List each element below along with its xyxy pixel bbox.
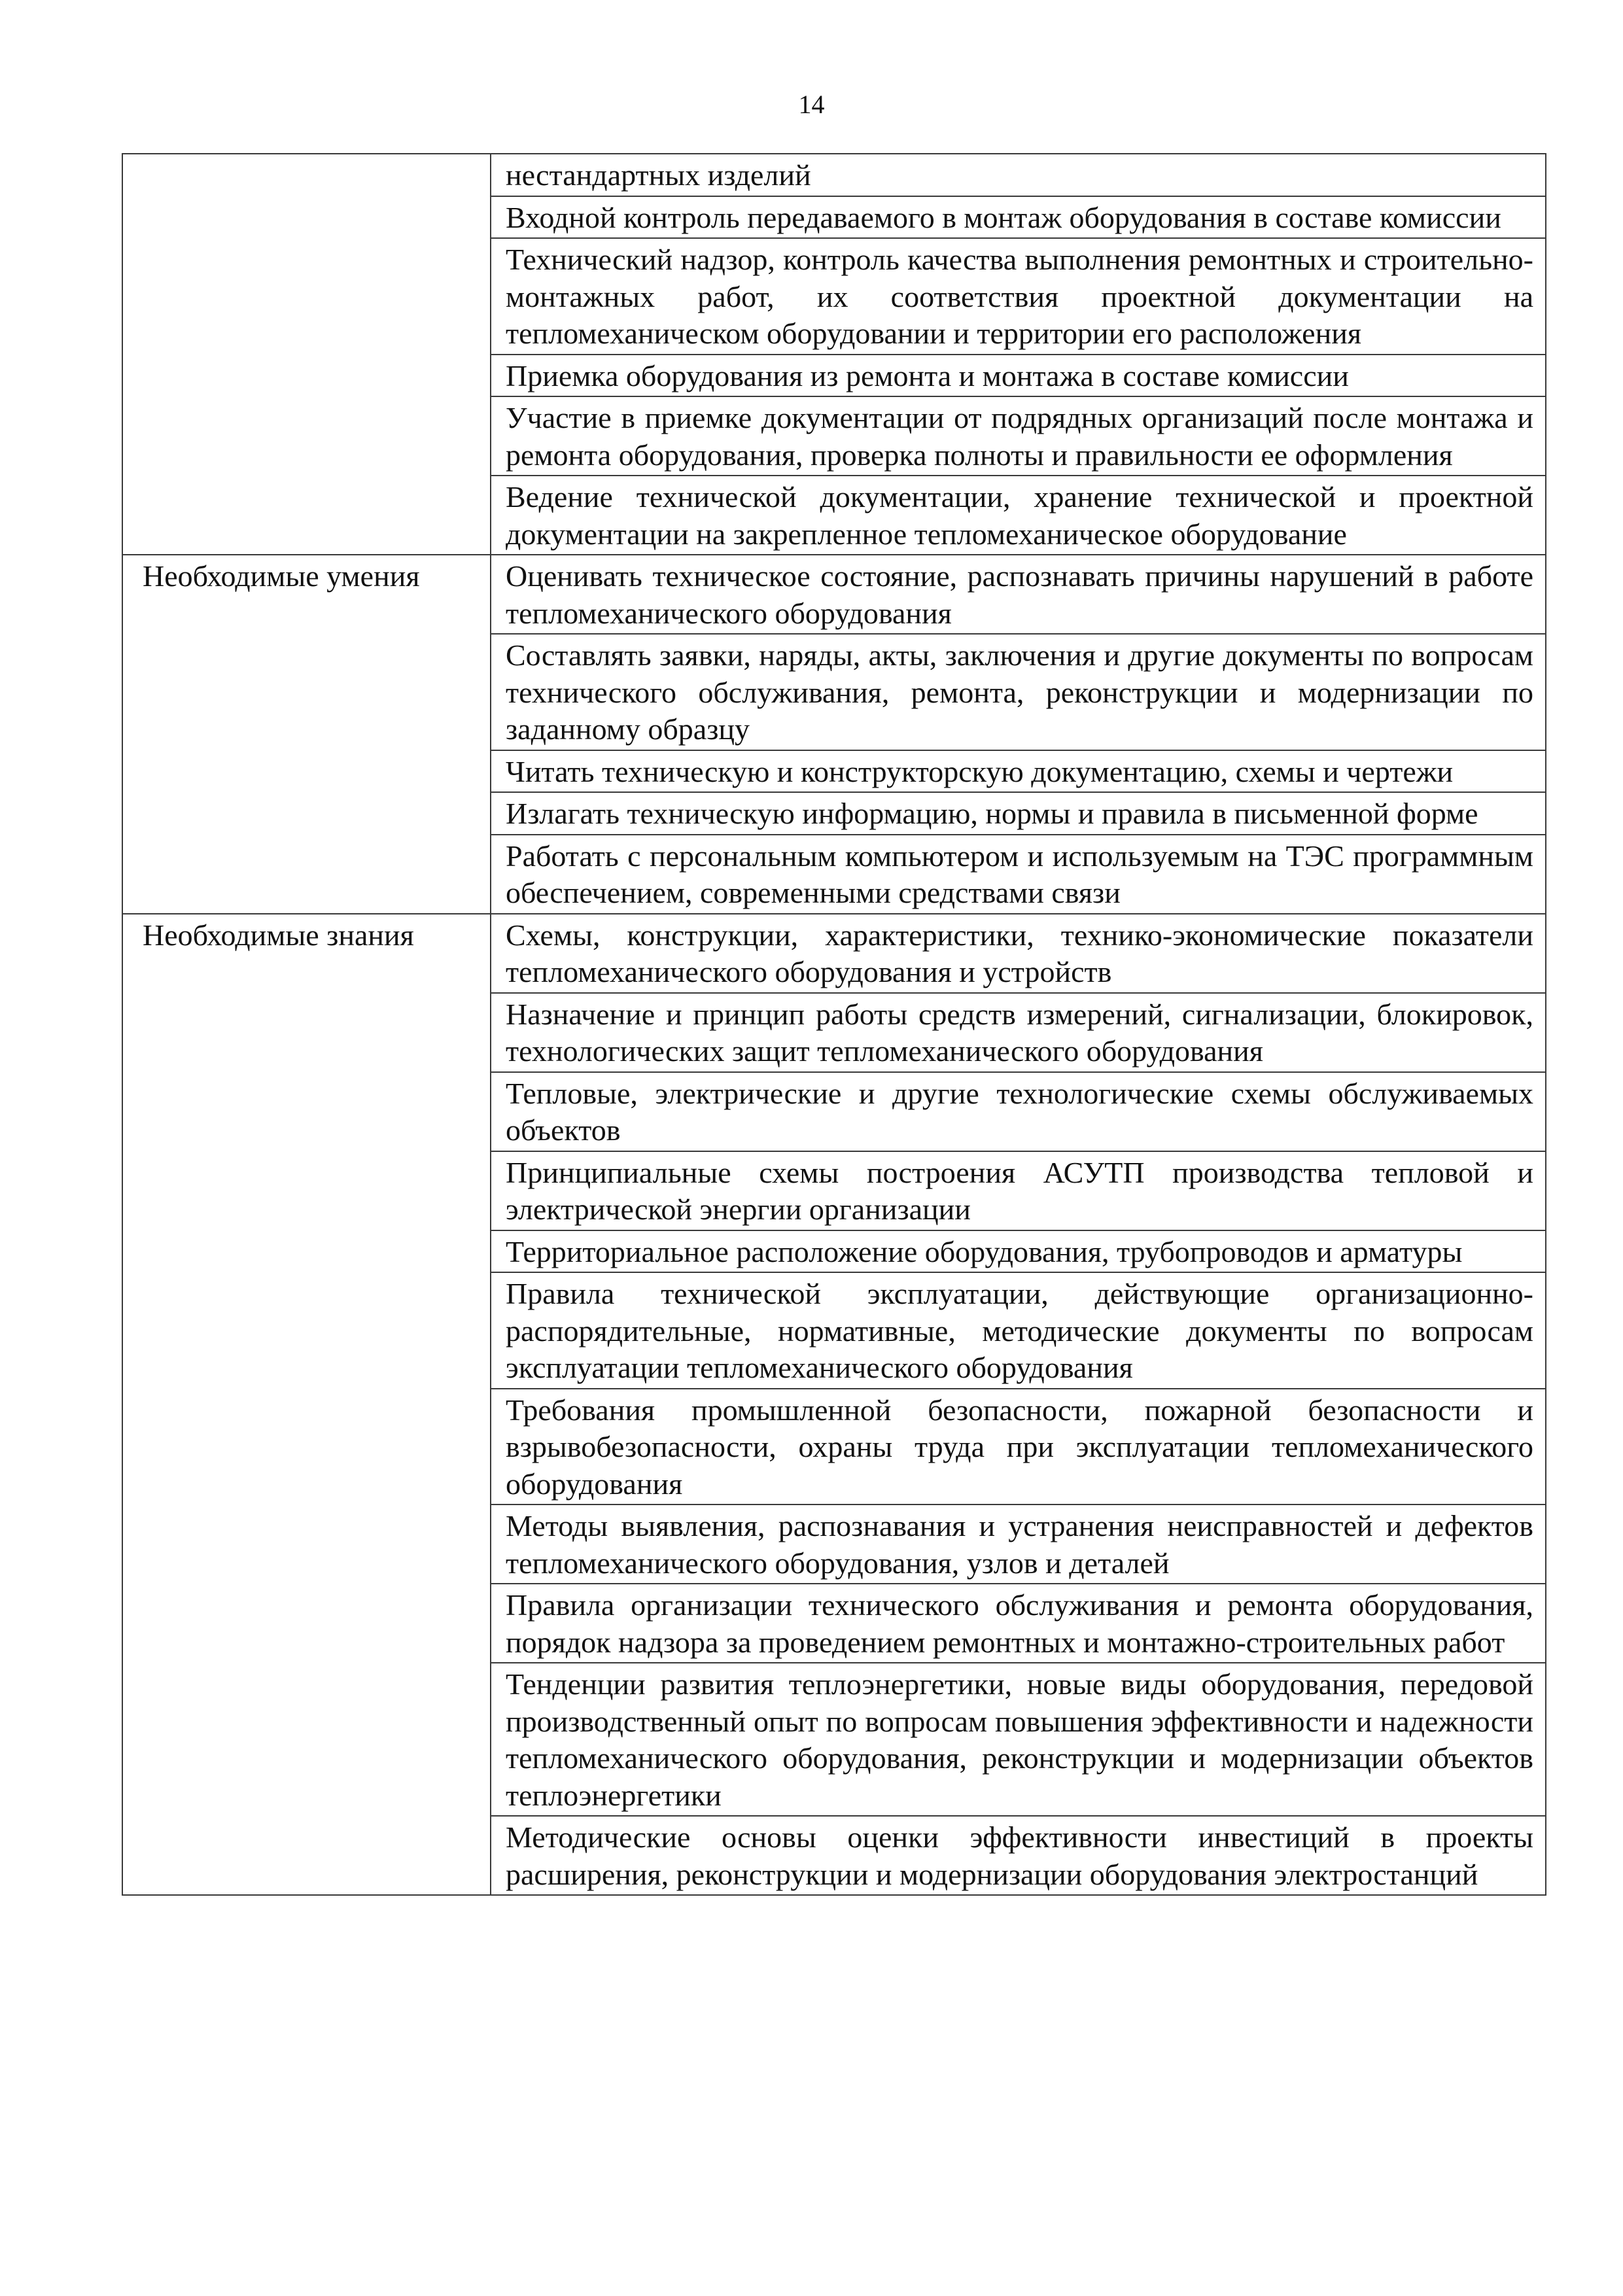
table-row xyxy=(122,835,1546,914)
table-row xyxy=(122,1151,1546,1230)
table-row xyxy=(122,396,1546,476)
skill-item: Составлять заявки, наряды, акты, заключения и другие документы по вопросам технического обслуживания, ремонта, реконструкции и модернизации по заданному образцу xyxy=(491,634,1546,750)
table-row xyxy=(122,993,1546,1072)
table-row xyxy=(122,1230,1546,1273)
requirement-item: Входной контроль передаваемого в монтаж оборудования в составе комиссии xyxy=(491,196,1546,239)
table-row xyxy=(122,1072,1546,1151)
table-row xyxy=(122,555,1546,634)
knowledge-item: Назначение и принцип работы средств измерений, сигнализации, блокировок, технологических защит тепломеханического оборудования xyxy=(491,993,1546,1072)
table-row xyxy=(122,1816,1546,1895)
table-row xyxy=(122,750,1546,793)
page-number: 14 xyxy=(798,90,825,119)
knowledge-item: Методические основы оценки эффективности инвестиций в проекты расширения, реконструкции и модернизации оборудования электростанций xyxy=(491,1816,1546,1895)
knowledge-item: Методы выявления, распознавания и устранения неисправностей и дефектов тепломеханического оборудования, узлов и деталей xyxy=(491,1505,1546,1584)
knowledge-item: Схемы, конструкции, характеристики, технико-экономические показатели тепломеханического оборудования и устройств xyxy=(491,914,1546,993)
knowledge-item: Тепловые, электрические и другие технологические схемы обслуживаемых объектов xyxy=(491,1072,1546,1151)
requirement-item: нестандартных изделий xyxy=(491,154,1546,196)
knowledge-item: Требования промышленной безопасности, пожарной безопасности и взрывобезопасности, охраны труда при эксплуатации тепломеханического оборудования xyxy=(491,1389,1546,1505)
skill-item: Излагать техническую информацию, нормы и правила в письменной форме xyxy=(491,792,1546,835)
knowledge-item: Тенденции развития теплоэнергетики, новые виды оборудования, передовой производственный опыт по вопросам повышения эффективности и надежности тепломеханического оборудования, реконструкции и модернизации объектов теплоэнергетики xyxy=(491,1663,1546,1816)
table-row xyxy=(122,1584,1546,1663)
table-row xyxy=(122,1663,1546,1816)
table-row xyxy=(122,792,1546,835)
section-label-skills: Необходимые умения xyxy=(122,555,491,634)
requirement-item: Участие в приемке документации от подрядных организаций после монтажа и ремонта оборудования, проверка полноты и правильности ее оформления xyxy=(491,396,1546,476)
table-row xyxy=(122,1389,1546,1505)
section-label-empty xyxy=(122,154,491,196)
skill-item: Оценивать техническое состояние, распознавать причины нарушений в работе тепломеханического оборудования xyxy=(491,555,1546,634)
table-row xyxy=(122,634,1546,750)
knowledge-item: Принципиальные схемы построения АСУТП производства тепловой и электрической энергии организации xyxy=(491,1151,1546,1230)
knowledge-item: Территориальное расположение оборудования, трубопроводов и арматуры xyxy=(491,1230,1546,1273)
requirements-table xyxy=(122,153,1546,1896)
table-row xyxy=(122,196,1546,239)
table-row xyxy=(122,238,1546,355)
skill-item: Читать техническую и конструкторскую документацию, схемы и чертежи xyxy=(491,750,1546,793)
table-row xyxy=(122,1272,1546,1389)
knowledge-item: Правила организации технического обслуживания и ремонта оборудования, порядок надзора за проведением ремонтных и монтажно-строительных работ xyxy=(491,1584,1546,1663)
skill-item: Работать с персональным компьютером и используемым на ТЭС программным обеспечением, современными средствами связи xyxy=(491,835,1546,914)
table-row xyxy=(122,355,1546,397)
requirement-item: Ведение технической документации, хранение технической и проектной документации на закрепленное тепломеханическое оборудование xyxy=(491,476,1546,555)
requirement-item: Приемка оборудования из ремонта и монтажа в составе комиссии xyxy=(491,355,1546,397)
knowledge-item: Правила технической эксплуатации, действующие организационно-распорядительные, нормативные, методические документы по вопросам эксплуатации тепломеханического оборудования xyxy=(491,1272,1546,1389)
requirement-item: Технический надзор, контроль качества выполнения ремонтных и строительно-монтажных работ, их соответствия проектной документации на тепломеханическом оборудовании и территории его расположения xyxy=(491,238,1546,355)
table-row xyxy=(122,154,1546,196)
table-row xyxy=(122,914,1546,993)
table-row xyxy=(122,1505,1546,1584)
section-label-knowledge: Необходимые знания xyxy=(122,914,491,993)
table-row xyxy=(122,476,1546,555)
